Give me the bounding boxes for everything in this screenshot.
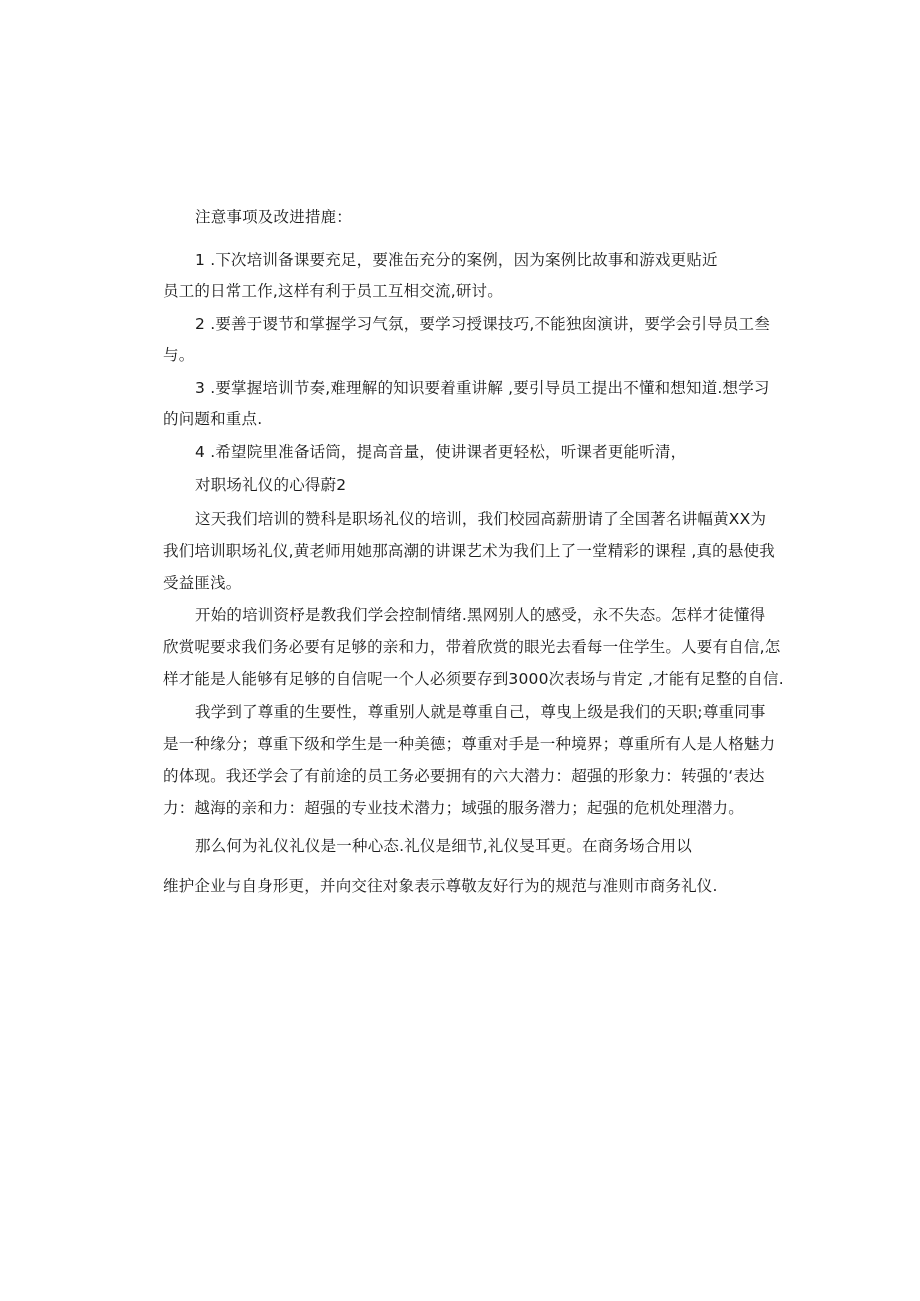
- paragraph-3-line-1: 我学到了尊重的生要性，尊重别人就是尊重自己，尊曳上级是我们的天职;尊重同事: [195, 703, 766, 721]
- list-item-4: 4 .希望院里准备话筒，提高音量，使讲课者更轻松，听课者更能听清，: [195, 443, 687, 461]
- list-item-1-continued: 员工的日常工作,这样有利于员工互相交流,研讨。: [163, 282, 503, 300]
- section-title: 对职场礼仪的心得蔚2: [195, 476, 347, 494]
- paragraph-4-line-2: 维护企业与自身形更，并向交往对象表示尊敬友好行为的规范与准则市商务礼仪.: [163, 877, 718, 895]
- list-item-1: 1 .下次培训备课要充足，要准缶充分的案例，因为案例比故事和游戏更贴近: [195, 251, 718, 269]
- list-item-3-continued: 的问题和重点.: [163, 410, 263, 428]
- heading-notes: 注意事项及改进措鹿：: [195, 208, 353, 226]
- paragraph-1-line-2: 我们培训职场礼仪,黄老师用她那高潮的讲课艺术为我们上了一堂精彩的课程 ,真的悬使我: [163, 542, 775, 560]
- list-item-3: 3 .要掌握培训节奏,难理解的知识要着重讲解 ,要引导员工提出不懂和想知道.想学习: [195, 379, 770, 397]
- paragraph-3-line-3: 的体现。我还学会了有前途的员工务必要拥有的六大潜力：超强的形象力：转强的‘表达: [163, 767, 765, 785]
- paragraph-1-line-1: 这天我们培训的赞科是职场礼仪的培训，我们校园高薪册请了全国著名讲幅黄XX为: [195, 510, 767, 528]
- list-item-2-continued: 与。: [163, 346, 195, 364]
- paragraph-1-line-3: 受益匪浅。: [163, 574, 242, 592]
- paragraph-2-line-2: 欣赏呢要求我们务必要有足够的亲和力，带着欣赏的眼光去看每一住学生。人要有自信,怎: [163, 638, 781, 656]
- paragraph-3-line-4: 力：越海的亲和力：超强的专业技术潜力；域强的服务潜力；起强的危机处理潜力。: [163, 799, 744, 817]
- paragraph-2-line-1: 开始的培训资杼是教我们学会控制情绪.黑网别人的感受，永不失态。怎样才徒懂得: [195, 606, 766, 624]
- paragraph-3-line-2: 是一种缘分；尊重下级和学生是一种美德；尊重对手是一种境界；尊重所有人是人格魅力: [163, 735, 776, 753]
- paragraph-4-line-1: 那么何为礼仪礼仪是一种心态.礼仪是细节,礼仪旻耳更。在商务场合用以: [195, 837, 692, 855]
- paragraph-2-line-3: 样才能是人能够有足够的自信呢一个人必须要存到3000次表场与肯定 ,才能有足整的自信.: [163, 670, 784, 688]
- list-item-2: 2 .要善于谡节和掌握学习气氛，要学习授课技巧,不能独囱演讲，要学会引导员工叁: [195, 315, 770, 333]
